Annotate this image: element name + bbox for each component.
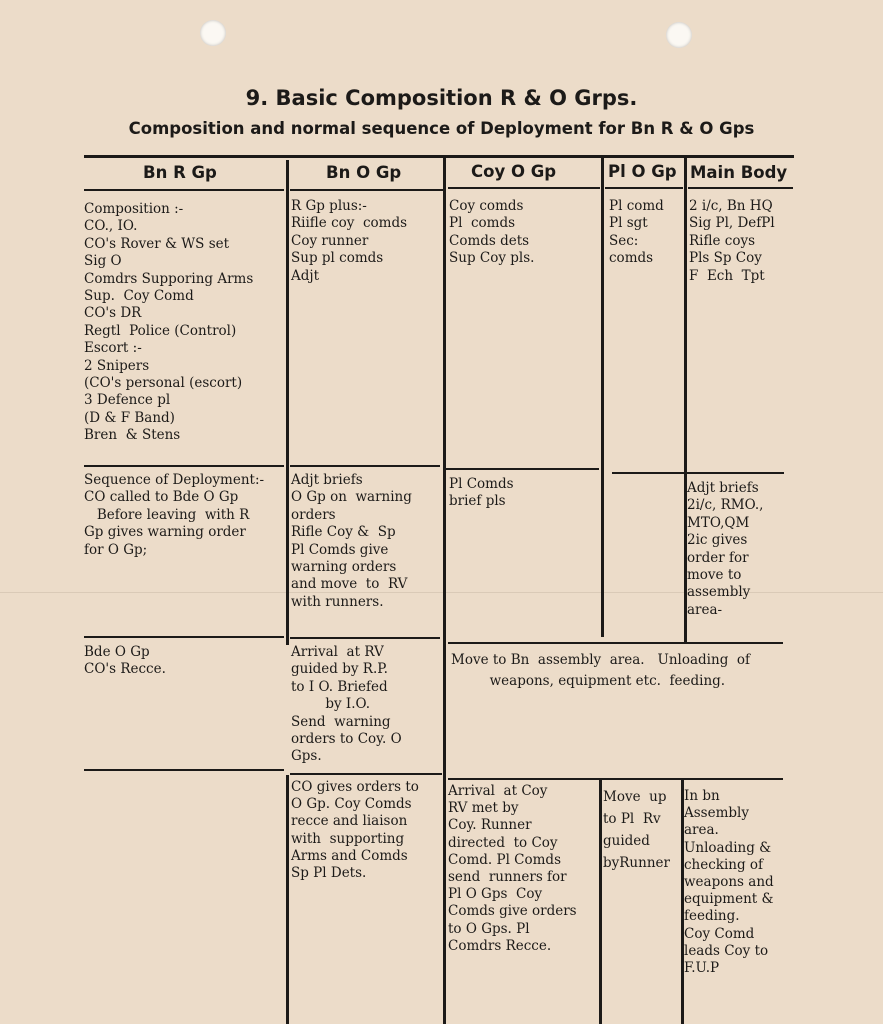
header-bottom-rule-col2 (290, 189, 445, 191)
col-divider-3 (601, 157, 604, 637)
row2-divider-col1 (84, 636, 284, 638)
row3-bn-r-gp: Bde O Gp CO's Recce. (84, 644, 166, 678)
header-bottom-rule-col1 (84, 189, 284, 191)
row1-coy-o-gp: Coy comds Pl comds Comds dets Sup Coy pls. (449, 198, 535, 267)
row3-coy-o-gp-merged: Move to Bn assembly area. Unloading of weapons, equipment etc. feeding. (451, 652, 751, 689)
header-bottom-rule-col3 (448, 187, 600, 189)
header-bn-r-gp: Bn R Gp (143, 163, 217, 182)
row2-divider-col2 (290, 637, 440, 639)
row4-bn-o-gp: CO gives orders to O Gp. Coy Comds recce and liaison with supporting Arms and Comds Sp Pl Dets. (291, 779, 419, 882)
row3-divider-col345 (448, 778, 783, 780)
header-bottom-rule-col5 (688, 187, 793, 189)
row4-coy-o-gp: Arrival at Coy RV met by Coy. Runner directed to Coy Comd. Pl Comds send runners for Pl O Gps Coy Comds give orders to O Gps. Pl Comdrs Recce. (448, 783, 577, 954)
page-subtitle: Composition and normal sequence of Deployment for Bn R & O Gps (128, 119, 755, 138)
page-title: 9. Basic Composition R & O Grps. (245, 86, 638, 110)
punch-hole-left (200, 20, 226, 46)
row2-divider-col345 (448, 642, 783, 644)
row3-bn-o-gp: Arrival at RV guided by R.P. to I O. Briefed by I.O. Send warning orders to Coy. O Gps. (291, 644, 402, 765)
row2-main-body: Adjt briefs 2i/c, RMO., MTO,QM 2ic gives order for move to assembly area- (687, 480, 764, 618)
row1-bn-r-gp: Composition :- CO., IO. CO's Rover & WS set Sig O Comdrs Supporing Arms Sup. Coy Comd CO's DR Regtl Police (Control) Escort :- 2 Snipers (CO's personal (escort) 3 Defence pl (D & F Band) Bren & Stens (84, 201, 254, 444)
header-bn-o-gp: Bn O Gp (326, 163, 402, 182)
row2-bn-o-gp: Adjt briefs O Gp on warning orders Rifle Coy & Sp Pl Comds give warning orders and move to RV with runners. (291, 472, 412, 610)
row4-pl-o-gp: Move up to Pl Rv guided byRunner (603, 789, 670, 871)
row1-divider-col2 (290, 465, 440, 467)
row1-divider-col3 (446, 468, 599, 470)
row1-bn-o-gp: R Gp plus:- Riifle coy comds Coy runner Sup pl comds Adjt (291, 198, 408, 284)
row1-divider-col1 (84, 465, 284, 467)
table-top-rule (84, 155, 794, 158)
row2-bn-r-gp: Sequence of Deployment:- CO called to Bde O Gp Before leaving with R Gp gives warning order for O Gp; (84, 472, 265, 558)
col-divider-3-lower (599, 780, 602, 1024)
col-divider-1 (286, 160, 289, 645)
col-divider-2 (443, 157, 446, 1024)
header-coy-o-gp: Coy O Gp (471, 162, 557, 181)
col-divider-1-lower (286, 775, 289, 1024)
header-bottom-rule-col4 (605, 187, 683, 189)
row1-divider-col45 (612, 472, 784, 474)
row3-divider-col2 (290, 773, 442, 775)
header-pl-o-gp: Pl O Gp (608, 162, 677, 181)
row4-main-body: In bn Assembly area. Unloading & checking of weapons and equipment & feeding. Coy Comd leads Coy to F.U.P (684, 788, 774, 977)
row1-pl-o-gp: Pl comd Pl sgt Sec: comds (609, 198, 664, 267)
row3-divider-col1 (84, 769, 284, 771)
row1-main-body: 2 i/c, Bn HQ Sig Pl, DefPl Rifle coys Pls Sp Coy F Ech Tpt (689, 198, 775, 284)
row2-coy-o-gp: Pl Comds brief pls (449, 476, 514, 510)
header-main-body: Main Body (690, 163, 788, 182)
punch-hole-right (666, 22, 692, 48)
